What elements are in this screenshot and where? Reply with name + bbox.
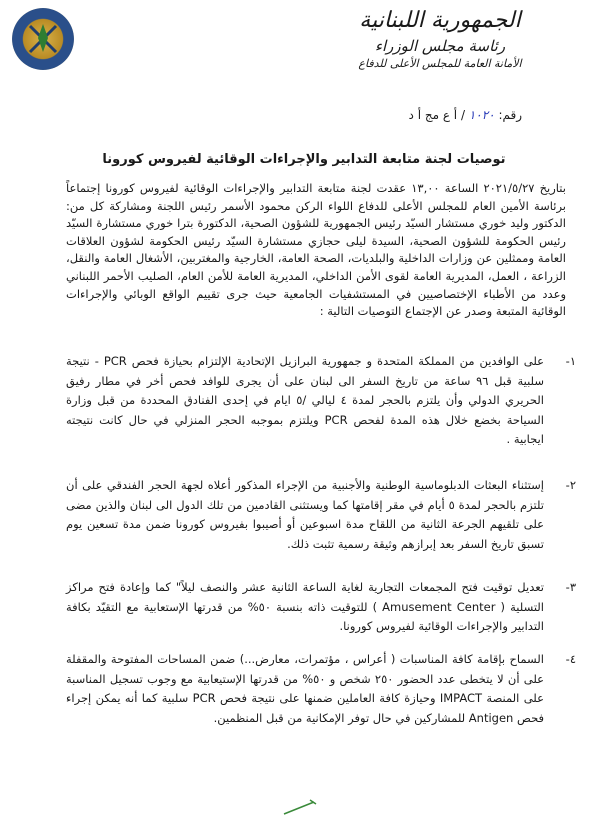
letterhead-presidency: رئاسة مجلس الوزراء (374, 37, 506, 55)
recommendation-item (66, 476, 576, 554)
letterhead-republic: الجمهورية اللبنانية (359, 8, 521, 33)
letterhead-secretariat: الأمانة العامة للمجلس الأعلى للدفاع (358, 57, 522, 70)
reference-prefix: رقم: (498, 108, 522, 122)
recommendation-item (66, 578, 576, 637)
item-number: ٤- (565, 652, 576, 666)
intro-paragraph: بتاريخ ٢٠٢١/٥/٢٧ الساعة ١٣,٠٠ عقدت لجنة متابعة التدابير والإجراءات الوقائية لفيروس كورونا إجتماعاً برئاسة الأمين العام للمجلس الأعلى للدفاع اللواء الركن محمود الأسمر رئيس اللجنة ومشاركة كل من: الدكتور وليد خوري مستشار السيّد رئيس الجمهورية للشؤون الصحية، الدكتورة بترا خوري مستشارة السيّد رئيس الحكومة للشؤون الصحية، السيدة ليلى حجازي مستشارة السيّد رئيس الحكومة لشؤون العلاقات العامة وممثلين عن وزارات الداخلية والبلديات، الصحة العامة، الخارجية والمغتربين، الأشغال العامة والنقل، الزراعة ، العمل، المديرية العامة لقوى الأمن الداخلي، المديرية العامة للأمن العام، الصليب الأحمر اللبناني وعدد من الأطباء الإختصاصيين في المستشفيات الجامعية حيث جرى تقييم الواقع الوبائي والإجراءات الوقائية المتبعة وصدر عن الإجتماع التوصيات التالية : (66, 181, 566, 319)
item-text: تعديل توقيت فتح المجمعات التجارية لغاية الساعة الثانية عشر والنصف ليلاً" كما وإعادة فتح مراكز التسلية ( Amusement Center ) للتوقيت ذاته بنسبة ٥٠% من قدرتها الإستعابية مع التقيّد بكافة التدابير والإجراءات الوقائية لفيروس كورونا. (66, 580, 544, 633)
item-text: السماح بإقامة كافة المناسبات ( أعراس ، مؤتمرات، معارض...) ضمن المساحات المفتوحة والمقفلة على أن لا يتخطى عدد الحضور ٢٥٠ شخص و ٥٠% من قدرتها الإستيعابية مع وجوب تسجيل المناسبة على المنصة IMPACT وحيازة كافة العاملين ضمنها على نتيجة فحص PCR سلبية كما أنه يمكن إجراء فحص Antigen للمشاركين في حال توفر الإمكانية من قبل المنظمين. (66, 652, 545, 725)
item-number: ٣- (565, 580, 576, 594)
crossed-swords-icon (12, 8, 74, 70)
reference-suffix: / أ ع مج أ د (408, 108, 465, 122)
item-text: إستثناء البعثات الدبلوماسية الوطنية والأجنبية من الإجراء المذكور أعلاه لجهة الحجر الفندقي على أن تلتزم بالحجر لمدة ٥ أيام في مقر إقامتها كما ويستثنى القادمين من تلك الدول الى لبنان والذين مضى على تلقيهم الجرعة الثانية من اللقاح مدة اسبوعين أو أصيبوا بفيروس كورونا ضمن مدة تسعين يوم تسبق تاريخ السفر بعد إبرازهم وثيقة رسمية تثبت ذلك. (66, 478, 544, 551)
letterhead (290, 6, 590, 72)
recommendation-item (66, 352, 576, 450)
document-title: توصيات لجنة متابعة التدابير والإجراءات الوقائية لفيروس كورونا (102, 152, 506, 167)
reference-number (409, 108, 522, 122)
emblem-seal (12, 8, 74, 70)
recommendation-item (66, 650, 576, 728)
item-number: ٢- (565, 478, 576, 492)
item-text: على الوافدين من المملكة المتحدة و جمهورية البرازيل الإتحادية الإلتزام بحيازة فحص PCR - نتيجة سلبية قبل ٩٦ ساعة من تاريخ السفر الى لبنان على أن يجرى للوافد فحص أخر في مطار رفيق الحريري الدولي وأن يلتزم بالحجر لمدة ٤ ليالي /٥ ايام في إحدى الفنادق المحددة من قبل وزارة السياحة بخضع خلال هذه المدة لفحص PCR ويلتزم بموجبه الحجر المنزلي في حال كانت نتيجته ايجابية . (66, 354, 544, 446)
pen-mark-icon (280, 796, 320, 818)
reference-handwritten-number: ١٠٢٠ (468, 108, 495, 122)
item-number: ١- (565, 354, 576, 368)
